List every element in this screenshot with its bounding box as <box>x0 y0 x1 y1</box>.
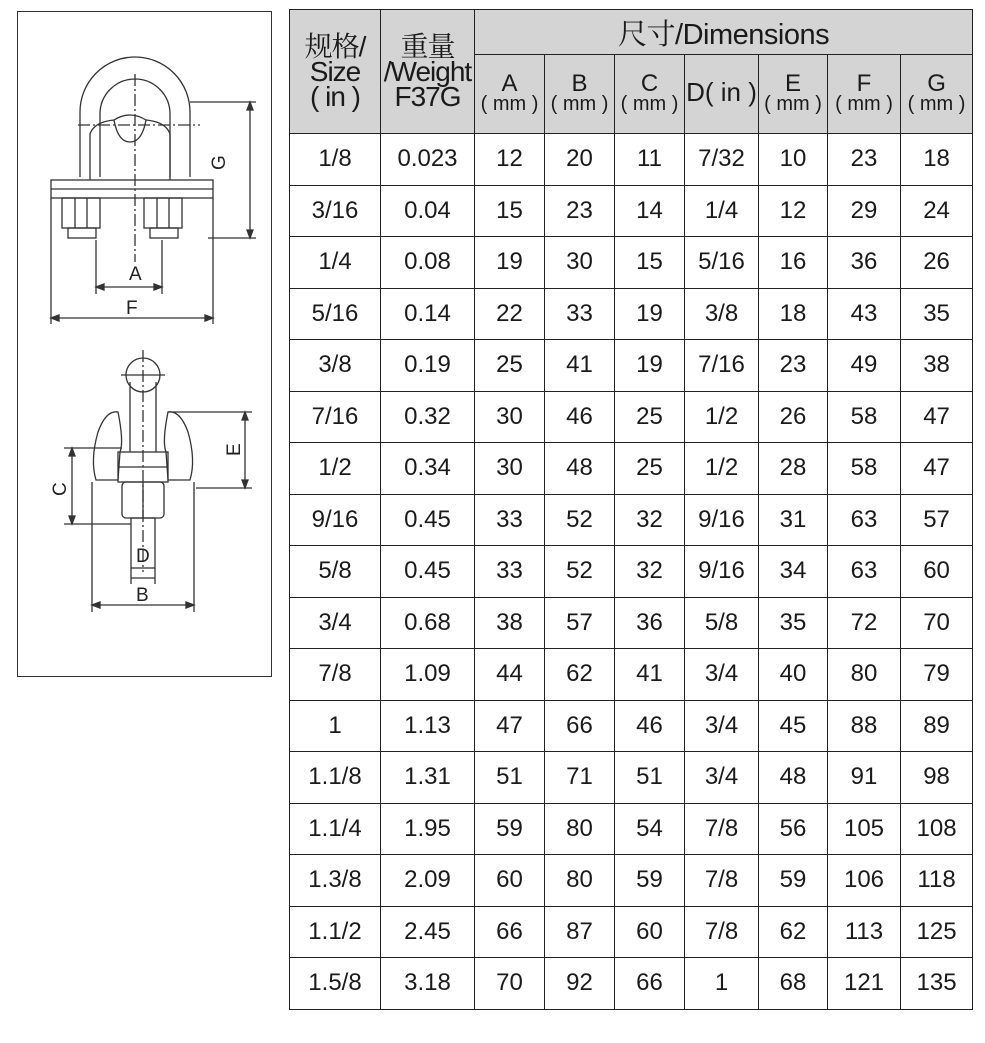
col-letter: D <box>686 76 705 107</box>
cell-d: 9/16 <box>685 546 759 598</box>
table-row <box>290 700 973 752</box>
weight-label-cn: 重量 <box>400 31 455 62</box>
cell-e: 45 <box>759 700 828 752</box>
weight-label-model: F37G <box>394 81 461 112</box>
cell-d: 7/8 <box>685 803 759 855</box>
table-row <box>290 185 973 237</box>
col-letter: B <box>571 70 588 97</box>
cell-size: 1.5/8 <box>290 958 381 1010</box>
cell-c: 41 <box>615 649 685 701</box>
cell-g: 79 <box>901 649 973 701</box>
cell-weight: 0.45 <box>381 546 475 598</box>
cell-c: 14 <box>615 185 685 237</box>
cell-weight: 1.31 <box>381 752 475 804</box>
cell-a: 70 <box>475 958 545 1010</box>
table-row <box>290 958 973 1010</box>
table-row <box>290 752 973 804</box>
cell-b: 20 <box>545 134 615 186</box>
cell-a: 44 <box>475 649 545 701</box>
cell-size: 1/8 <box>290 134 381 186</box>
size-label-cn: 规格/ <box>304 31 366 62</box>
cell-b: 30 <box>545 237 615 289</box>
cell-a: 30 <box>475 443 545 495</box>
table-row <box>290 494 973 546</box>
cell-a: 47 <box>475 700 545 752</box>
cell-c: 51 <box>615 752 685 804</box>
cell-c: 66 <box>615 958 685 1010</box>
cell-a: 33 <box>475 494 545 546</box>
cell-e: 68 <box>759 958 828 1010</box>
cell-weight: 0.34 <box>381 443 475 495</box>
cell-f: 36 <box>828 237 901 289</box>
cell-d: 7/32 <box>685 134 759 186</box>
cell-e: 35 <box>759 597 828 649</box>
cell-a: 38 <box>475 597 545 649</box>
cell-c: 36 <box>615 597 685 649</box>
table-row <box>290 855 973 907</box>
header-col-f <box>828 55 901 134</box>
cell-b: 33 <box>545 288 615 340</box>
cell-c: 32 <box>615 494 685 546</box>
cell-f: 121 <box>828 958 901 1010</box>
cell-g: 60 <box>901 546 973 598</box>
cell-weight: 2.45 <box>381 906 475 958</box>
cell-weight: 0.04 <box>381 185 475 237</box>
cell-e: 31 <box>759 494 828 546</box>
cell-b: 46 <box>545 391 615 443</box>
size-label-unit: ( in ) <box>310 81 360 112</box>
cell-c: 32 <box>615 546 685 598</box>
cell-a: 51 <box>475 752 545 804</box>
cell-g: 57 <box>901 494 973 546</box>
cell-d: 5/16 <box>685 237 759 289</box>
cell-f: 58 <box>828 391 901 443</box>
header-col-c <box>615 55 685 134</box>
col-letter: C <box>640 70 659 97</box>
cell-c: 59 <box>615 855 685 907</box>
table-row <box>290 443 973 495</box>
cell-e: 59 <box>759 855 828 907</box>
cell-e: 23 <box>759 340 828 392</box>
header-col-d <box>685 55 759 134</box>
col-letter: A <box>501 70 518 97</box>
cell-weight: 3.18 <box>381 958 475 1010</box>
cell-size: 7/16 <box>290 391 381 443</box>
cell-b: 92 <box>545 958 615 1010</box>
specification-table-body <box>290 134 973 1010</box>
cell-d: 9/16 <box>685 494 759 546</box>
cell-c: 46 <box>615 700 685 752</box>
cell-b: 57 <box>545 597 615 649</box>
header-dimensions: 尺寸/Dimensions <box>475 10 973 55</box>
dim-label-c: C <box>50 482 71 496</box>
col-letter: E <box>784 70 801 97</box>
cell-g: 70 <box>901 597 973 649</box>
cell-e: 56 <box>759 803 828 855</box>
col-unit: ( mm ) <box>620 93 679 115</box>
cell-c: 19 <box>615 288 685 340</box>
cell-a: 19 <box>475 237 545 289</box>
dim-label-f: F <box>126 298 138 319</box>
cell-size: 9/16 <box>290 494 381 546</box>
cell-e: 34 <box>759 546 828 598</box>
table-row <box>290 906 973 958</box>
cell-g: 18 <box>901 134 973 186</box>
cell-f: 105 <box>828 803 901 855</box>
header-size <box>290 10 381 134</box>
header-col-g <box>901 55 973 134</box>
cell-b: 23 <box>545 185 615 237</box>
dim-label-d: D <box>136 546 150 567</box>
col-unit: ( mm ) <box>480 93 539 115</box>
dim-label-a: A <box>129 264 142 285</box>
table-row <box>290 649 973 701</box>
dim-label-e: E <box>224 443 245 456</box>
cell-weight: 0.68 <box>381 597 475 649</box>
cell-d: 7/16 <box>685 340 759 392</box>
cell-a: 15 <box>475 185 545 237</box>
cell-b: 80 <box>545 855 615 907</box>
wire-rope-clip-drawing <box>18 12 273 678</box>
cell-b: 62 <box>545 649 615 701</box>
table-row <box>290 597 973 649</box>
cell-a: 60 <box>475 855 545 907</box>
cell-g: 35 <box>901 288 973 340</box>
table-row <box>290 237 973 289</box>
cell-d: 5/8 <box>685 597 759 649</box>
table-row <box>290 803 973 855</box>
table-row <box>290 391 973 443</box>
header-col-a <box>475 55 545 134</box>
cell-f: 106 <box>828 855 901 907</box>
cell-f: 63 <box>828 494 901 546</box>
cell-weight: 0.14 <box>381 288 475 340</box>
cell-f: 49 <box>828 340 901 392</box>
cell-size: 7/8 <box>290 649 381 701</box>
cell-g: 135 <box>901 958 973 1010</box>
cell-d: 3/4 <box>685 649 759 701</box>
cell-d: 3/4 <box>685 700 759 752</box>
cell-d: 1 <box>685 958 759 1010</box>
col-unit: ( mm ) <box>835 93 893 115</box>
cell-c: 25 <box>615 443 685 495</box>
cell-size: 3/4 <box>290 597 381 649</box>
cell-g: 24 <box>901 185 973 237</box>
cell-c: 11 <box>615 134 685 186</box>
header-col-b <box>545 55 615 134</box>
cell-g: 26 <box>901 237 973 289</box>
cell-size: 1.1/2 <box>290 906 381 958</box>
cell-weight: 0.08 <box>381 237 475 289</box>
dimension-drawing-panel <box>17 11 272 677</box>
col-unit: ( in ) <box>704 76 757 107</box>
cell-d: 3/4 <box>685 752 759 804</box>
dim-label-b: B <box>136 585 149 606</box>
header-weight <box>381 10 475 134</box>
cell-e: 26 <box>759 391 828 443</box>
cell-d: 3/8 <box>685 288 759 340</box>
cell-e: 18 <box>759 288 828 340</box>
cell-a: 66 <box>475 906 545 958</box>
cell-c: 19 <box>615 340 685 392</box>
cell-g: 47 <box>901 443 973 495</box>
cell-f: 88 <box>828 700 901 752</box>
cell-size: 1/4 <box>290 237 381 289</box>
cell-d: 1/2 <box>685 391 759 443</box>
table-row <box>290 546 973 598</box>
cell-a: 59 <box>475 803 545 855</box>
cell-size: 1.1/4 <box>290 803 381 855</box>
cell-size: 5/16 <box>290 288 381 340</box>
cell-f: 72 <box>828 597 901 649</box>
cell-size: 1 <box>290 700 381 752</box>
col-letter: F <box>856 70 872 97</box>
cell-e: 28 <box>759 443 828 495</box>
cell-b: 41 <box>545 340 615 392</box>
table-row <box>290 134 973 186</box>
cell-f: 58 <box>828 443 901 495</box>
cell-f: 43 <box>828 288 901 340</box>
cell-weight: 0.19 <box>381 340 475 392</box>
cell-weight: 2.09 <box>381 855 475 907</box>
col-unit: ( mm ) <box>907 93 966 115</box>
cell-e: 40 <box>759 649 828 701</box>
cell-f: 113 <box>828 906 901 958</box>
cell-b: 87 <box>545 906 615 958</box>
cell-f: 23 <box>828 134 901 186</box>
dim-label-g: G <box>209 155 230 170</box>
cell-b: 52 <box>545 494 615 546</box>
cell-g: 118 <box>901 855 973 907</box>
cell-a: 25 <box>475 340 545 392</box>
cell-g: 125 <box>901 906 973 958</box>
cell-d: 1/4 <box>685 185 759 237</box>
cell-size: 3/8 <box>290 340 381 392</box>
cell-d: 1/2 <box>685 443 759 495</box>
col-letter: G <box>927 70 946 97</box>
cell-f: 63 <box>828 546 901 598</box>
cell-c: 15 <box>615 237 685 289</box>
cell-d: 7/8 <box>685 906 759 958</box>
cell-c: 54 <box>615 803 685 855</box>
cell-b: 71 <box>545 752 615 804</box>
cell-size: 5/8 <box>290 546 381 598</box>
specification-table <box>289 9 973 1010</box>
cell-c: 25 <box>615 391 685 443</box>
cell-weight: 0.45 <box>381 494 475 546</box>
table-row <box>290 340 973 392</box>
cell-size: 1.1/8 <box>290 752 381 804</box>
cell-b: 52 <box>545 546 615 598</box>
cell-e: 10 <box>759 134 828 186</box>
cell-f: 29 <box>828 185 901 237</box>
side-view <box>64 350 252 612</box>
cell-e: 48 <box>759 752 828 804</box>
cell-g: 38 <box>901 340 973 392</box>
cell-e: 62 <box>759 906 828 958</box>
cell-a: 33 <box>475 546 545 598</box>
cell-a: 30 <box>475 391 545 443</box>
cell-weight: 1.95 <box>381 803 475 855</box>
cell-g: 108 <box>901 803 973 855</box>
front-view <box>51 57 256 324</box>
cell-g: 47 <box>901 391 973 443</box>
cell-size: 1/2 <box>290 443 381 495</box>
cell-f: 80 <box>828 649 901 701</box>
cell-b: 66 <box>545 700 615 752</box>
weight-label-en: /Weight <box>383 56 472 87</box>
cell-weight: 0.32 <box>381 391 475 443</box>
cell-size: 3/16 <box>290 185 381 237</box>
header-col-e <box>759 55 828 134</box>
table-row <box>290 288 973 340</box>
col-unit: ( mm ) <box>550 93 609 115</box>
col-unit: ( mm ) <box>764 93 822 115</box>
cell-d: 7/8 <box>685 855 759 907</box>
cell-weight: 1.09 <box>381 649 475 701</box>
cell-g: 98 <box>901 752 973 804</box>
cell-size: 1.3/8 <box>290 855 381 907</box>
cell-a: 22 <box>475 288 545 340</box>
size-label-en: Size <box>309 56 361 87</box>
cell-b: 80 <box>545 803 615 855</box>
cell-b: 48 <box>545 443 615 495</box>
cell-c: 60 <box>615 906 685 958</box>
cell-weight: 1.13 <box>381 700 475 752</box>
cell-a: 12 <box>475 134 545 186</box>
cell-g: 89 <box>901 700 973 752</box>
cell-f: 91 <box>828 752 901 804</box>
cell-weight: 0.023 <box>381 134 475 186</box>
cell-e: 16 <box>759 237 828 289</box>
cell-e: 12 <box>759 185 828 237</box>
